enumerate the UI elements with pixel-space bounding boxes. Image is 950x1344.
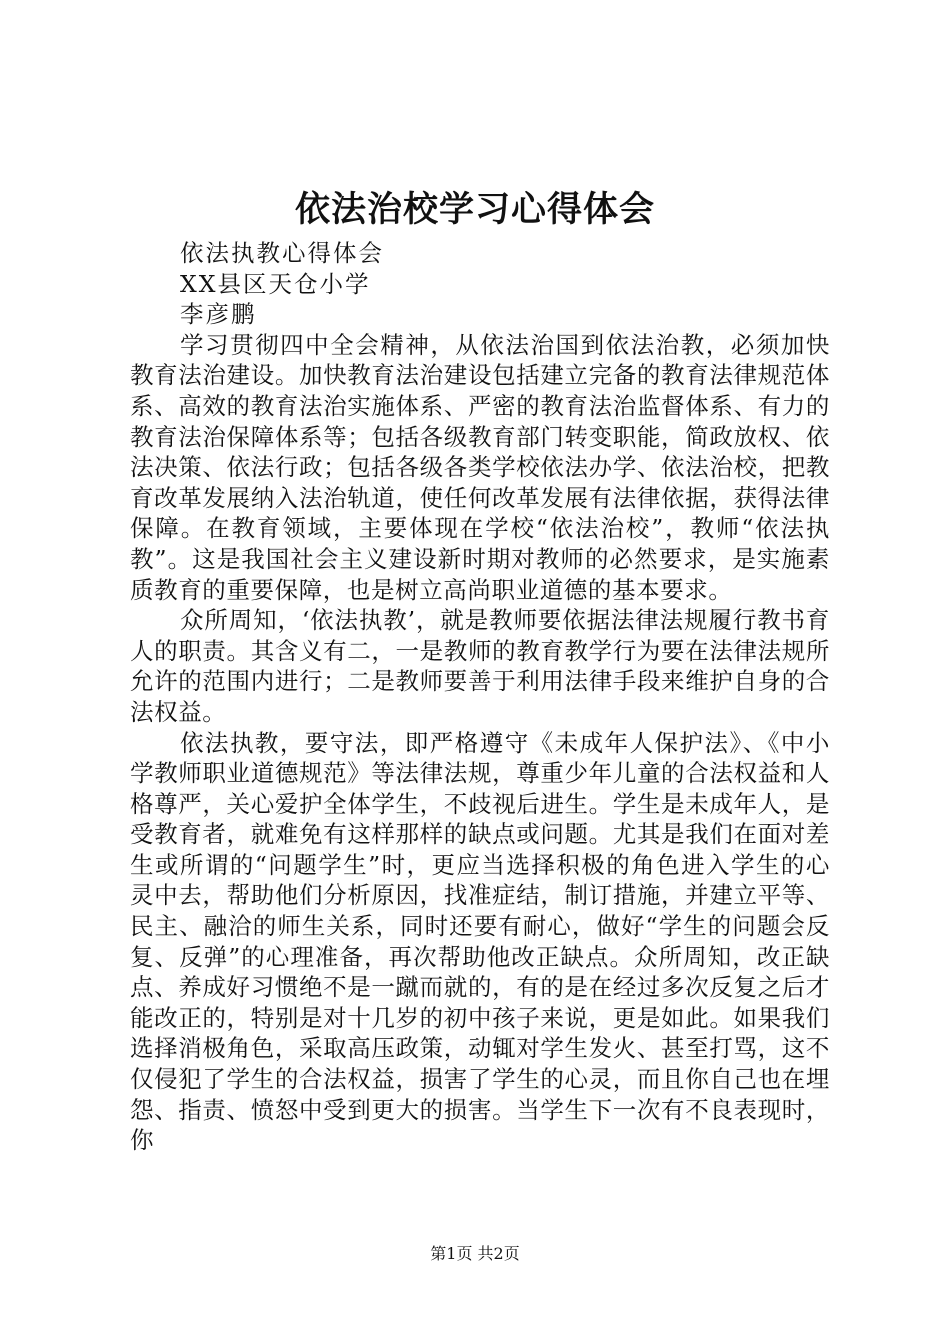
paragraph: 学习贯彻四中全会精神，从依法治国到依法治教，必须加快教育法治建设。加快教育法治建设包括建立完备的教育法律规范体系、高效的教育法治实施体系、严密的教育法治监督体系、有力的教育法治保障体系等；包括各级教育部门转变职能，简政放权、依法决策、依法行政；包括各级各类学校依法办学、依法治校，把教育改革发展纳入法治轨道，使任何改革发展有法律依据，获得法律保障。在教育领域，主要体现在学校“依法治校”，教师“依法执教”。这是我国社会主义建设新时期对教师的必然要求，是实施素质教育的重要保障，也是树立高尚职业道德的基本要求。 — [130, 330, 830, 604]
document-title: 依法治校学习心得体会 — [294, 189, 655, 230]
document-subtitle: 依法执教心得体会 — [180, 239, 384, 267]
page-number-footer: 第1页 共2页 — [430, 1244, 520, 1263]
paragraph: 众所周知，‘依法执教’，就是教师要依据法律法规履行教书育人的职责。其含义有二，一是教师的教育教学行为要在法律法规所允许的范围内进行；二是教师要善于利用法律手段来维护自身的合法权益。 — [130, 606, 830, 726]
document-body — [130, 238, 830, 1156]
paragraph: 依法执教，要守法，即严格遵守《未成年人保护法》、《中小学教师职业道德规范》等法律法规，尊重少年儿童的合法权益和人格尊严，关心爱护全体学生，不歧视后进生。学生是未成年人，是受教育者，就难免有这样那样的缺点或问题。尤其是我们在面对差生或所谓的“问题学生”时，更应当选择积极的角色进入学生的心灵中去，帮助他们分析原因，找准症结，制订措施，并建立平等、民主、融洽的师生关系，同时还要有耐心，做好“学生的问题会反复、反弹”的心理准备，再次帮助他改正缺点。众所周知，改正缺点、养成好习惯绝不是一蹴而就的，有的是在经过多次反复之后才能改正的，特别是对十几岁的初中孩子来说，更是如此。如果我们选择消极角色，采取高压政策，动辄对学生发火、甚至打骂，这不仅侵犯了学生的合法权益，损害了学生的心灵，而且你自己也在埋怨、指责、愤怒中受到更大的损害。当学生下一次有不良表现时，你 — [130, 728, 830, 1155]
school-name: XX县区天仓小学 — [180, 269, 371, 298]
author-name: 李彦鹏 — [180, 300, 257, 329]
